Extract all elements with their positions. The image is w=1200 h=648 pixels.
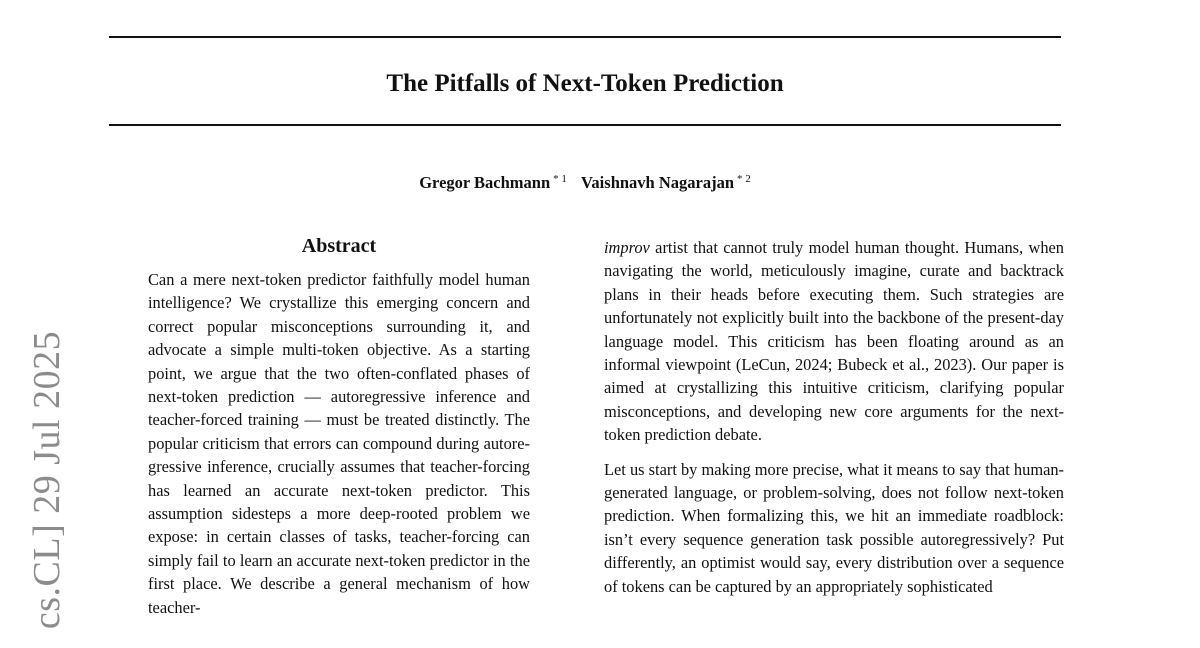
title-bottom-rule bbox=[109, 124, 1061, 126]
arxiv-identifier-stamp: cs.CL] 29 Jul 2025 bbox=[26, 330, 68, 630]
title-top-rule bbox=[109, 36, 1061, 38]
intro-column bbox=[604, 236, 1064, 598]
intro-emphasis: improv bbox=[604, 238, 650, 257]
intro-paragraph-text: artist that cannot truly model human thought. Humans, when navigating the world, meticulously imagine, curate and backtrack plans in their heads before executing them. Such strategies are unfortunately not explicitly built into the backbone of the present-day language model. This criticism has been floating around as an informal viewpoint (LeCun, 2024; Bubeck et al., 2023). Our paper is aimed at crystallizing this intuitive criticism, clarifying popular misconceptions, and developing new core arguments for the next-token prediction debate. bbox=[604, 238, 1064, 445]
intro-paragraph bbox=[604, 236, 1064, 447]
intro-paragraph: Let us start by making more precise, what it means to say that human-generated language, or problem-solving, does not follow next-token prediction. When formalizing this, we hit an immediate roadblock: isn’t every sequence generation task possible autoregressively? Put differently, an optimist would say, every distribution over a sequence of tokens can be captured by an appropriately sophisticated bbox=[604, 459, 1064, 596]
author bbox=[581, 166, 751, 196]
author-affiliation-mark: * 1 bbox=[553, 173, 567, 185]
author-name: Gregor Bachmann bbox=[419, 173, 551, 192]
abstract-heading: Abstract bbox=[301, 235, 377, 257]
abstract-column bbox=[148, 268, 530, 619]
paper-title: The Pitfalls of Next-Token Prediction bbox=[386, 70, 784, 97]
author-name: Vaishnavh Nagarajan bbox=[581, 173, 735, 192]
author-list bbox=[109, 166, 1061, 196]
abstract-text: Can a mere next-token predictor faithfully model human intelligence? We crystallize this emerging concern and correct popular misconceptions surrounding it, and advocate a simple multi-token objective. As a starting point, we argue that the two often-conflated phases of next-token prediction — autoregressive inference and teacher-forced training — must be treated distinctly. The popular criticism that errors can compound during autoregressive inference, crucially assumes that teacher-forcing has learned an accurate next-token predictor. This assumption sidesteps a more deep-rooted problem we expose: in certain classes of tasks, teacher-forcing can simply fail to learn an accurate next-token predictor in the first place. We describe a general mechanism of how teacher- bbox=[148, 270, 530, 617]
author bbox=[419, 166, 567, 196]
author-affiliation-mark: * 2 bbox=[737, 173, 751, 185]
